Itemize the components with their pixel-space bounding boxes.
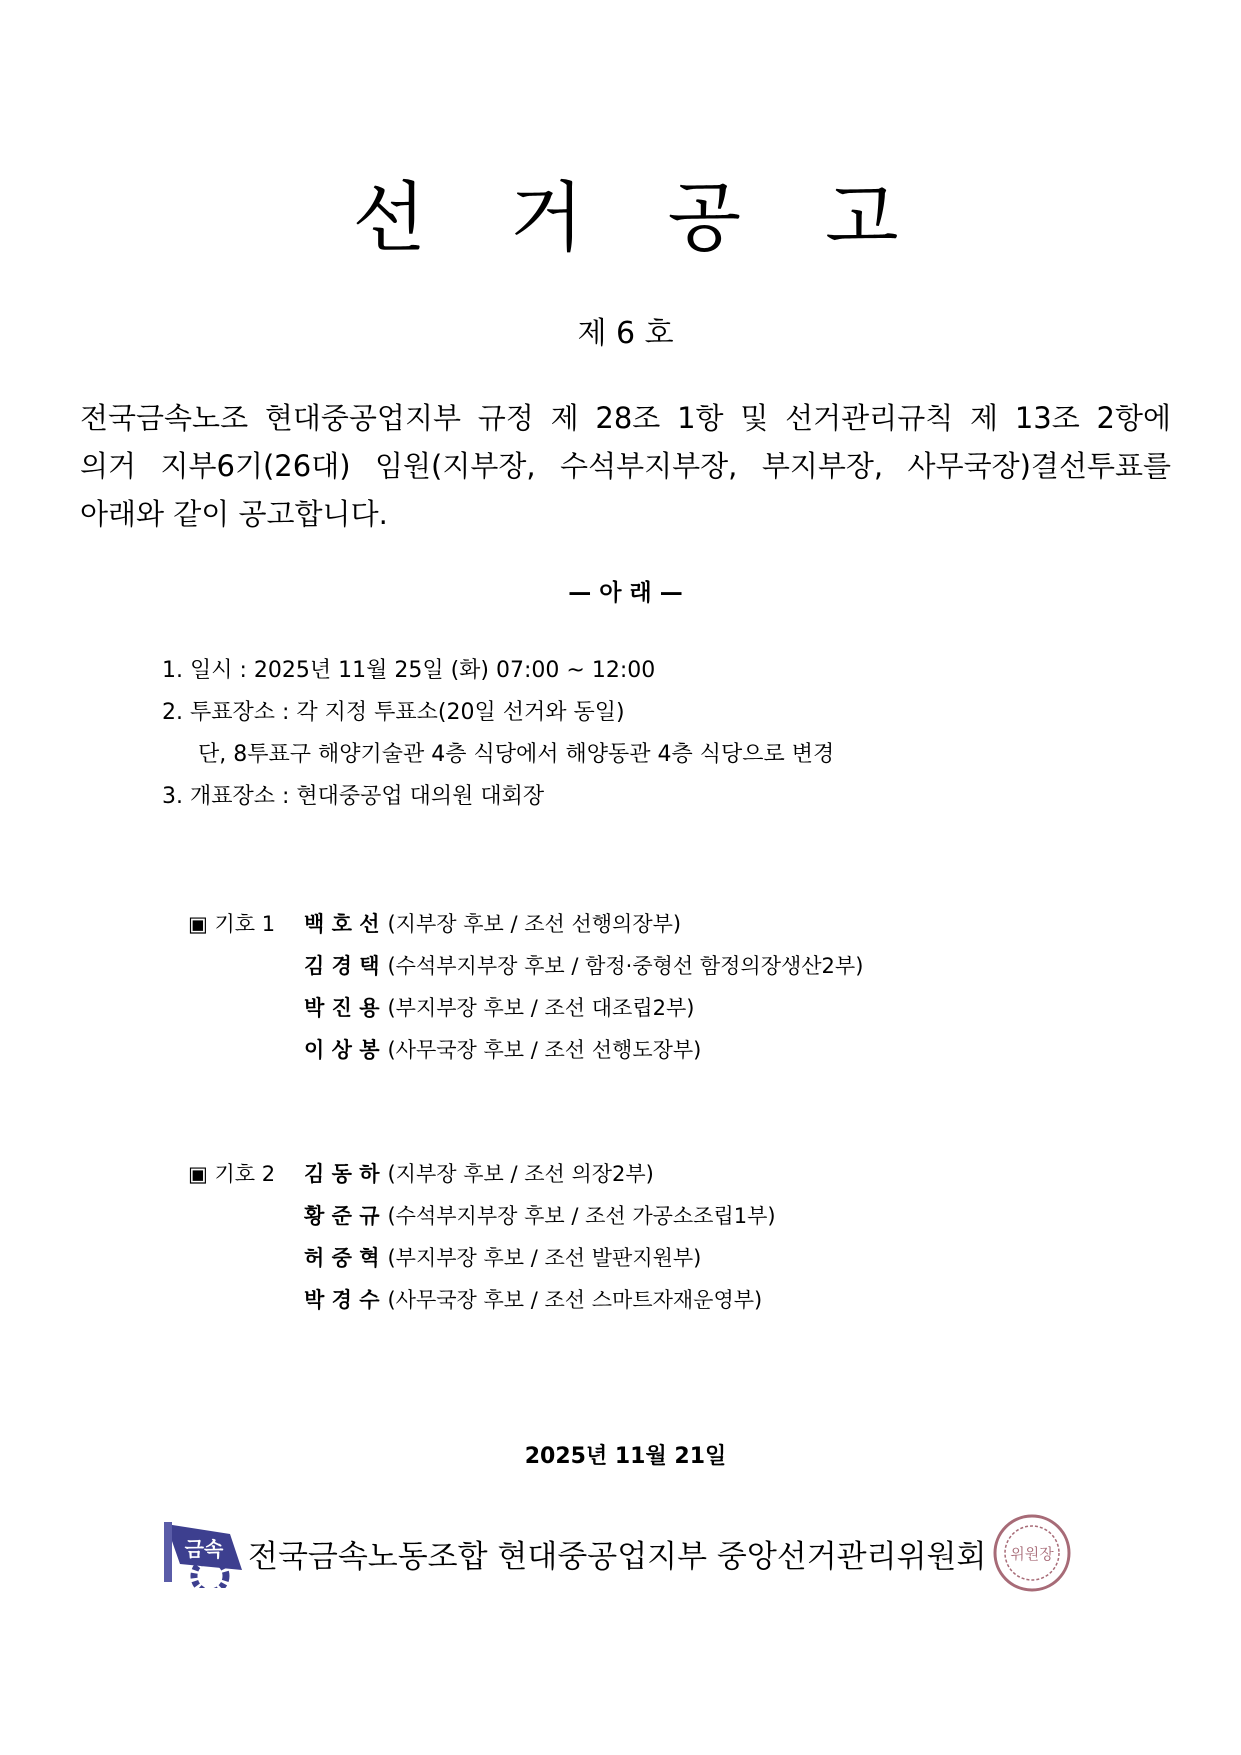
issuer-name: 전국금속노동조합 현대중공업지부 중앙선거관리위원회	[248, 1538, 987, 1575]
candidate-group-2	[188, 1153, 1171, 1321]
candidate-desc: (지부장 후보 / 조선 의장2부)	[387, 1162, 654, 1186]
candidate-desc: (부지부장 후보 / 조선 대조립2부)	[387, 996, 695, 1020]
candidate-desc: (수석부지부장 후보 / 조선 가공소조립1부)	[387, 1204, 776, 1228]
candidate-name: 이 상 봉	[304, 1038, 380, 1062]
candidate-desc: (사무국장 후보 / 조선 선행도장부)	[387, 1038, 702, 1062]
candidate-name: 박 경 수	[304, 1288, 380, 1312]
group-label: ▣ 기호 1	[188, 912, 276, 936]
union-logo	[160, 1518, 244, 1588]
issuer-block	[160, 1513, 1171, 1593]
intro-line: 의거 지부6기(26대) 임원(지부장, 수석부지부장, 부지부장, 사무국장)결선투표를	[80, 449, 1171, 483]
intro-paragraph	[80, 394, 1171, 538]
candidate-name: 김 동 하	[304, 1162, 380, 1186]
svg-text:금속: 금속	[184, 1537, 224, 1561]
candidate-group-1	[188, 903, 1171, 1071]
candidate-desc: (사무국장 후보 / 조선 스마트자재운영부)	[387, 1288, 763, 1312]
intro-line: 전국금속노조 현대중공업지부 규정 제 28조 1항 및 선거관리규칙 제 13조 2항에	[80, 401, 1171, 435]
notice-number: 제 6 호	[577, 316, 674, 351]
svg-text:위원장: 위원장	[1010, 1545, 1055, 1563]
candidate-name: 황 준 규	[304, 1204, 380, 1228]
group-label: ▣ 기호 2	[188, 1162, 276, 1186]
list-item: 1. 일시 : 2025년 11월 25일 (화) 07:00 ~ 12:00	[162, 658, 656, 683]
details-list	[162, 650, 1171, 818]
candidate-name: 박 진 용	[304, 996, 380, 1020]
list-item: 3. 개표장소 : 현대중공업 대의원 대회장	[162, 784, 545, 809]
candidate-desc: (부지부장 후보 / 조선 발판지원부)	[387, 1246, 702, 1270]
official-seal	[992, 1513, 1072, 1593]
intro-line: 아래와 같이 공고합니다.	[80, 497, 388, 531]
list-item: 2. 투표장소 : 각 지정 투표소(20일 선거와 동일)	[162, 700, 625, 725]
page-title: 선 거 공 고	[352, 173, 929, 262]
candidate-name: 백 호 선	[304, 912, 380, 936]
list-item: 단, 8투표구 해양기술관 4층 식당에서 해양동관 4층 식당으로 변경	[198, 742, 835, 767]
section-heading: — 아 래 —	[568, 580, 683, 606]
candidate-desc: (수석부지부장 후보 / 함정·중형선 함정의장생산2부)	[387, 954, 864, 978]
candidate-desc: (지부장 후보 / 조선 선행의장부)	[387, 912, 682, 936]
candidate-name: 허 중 혁	[304, 1246, 380, 1270]
candidate-name: 김 경 택	[304, 954, 380, 978]
notice-date: 2025년 11월 21일	[524, 1444, 727, 1469]
